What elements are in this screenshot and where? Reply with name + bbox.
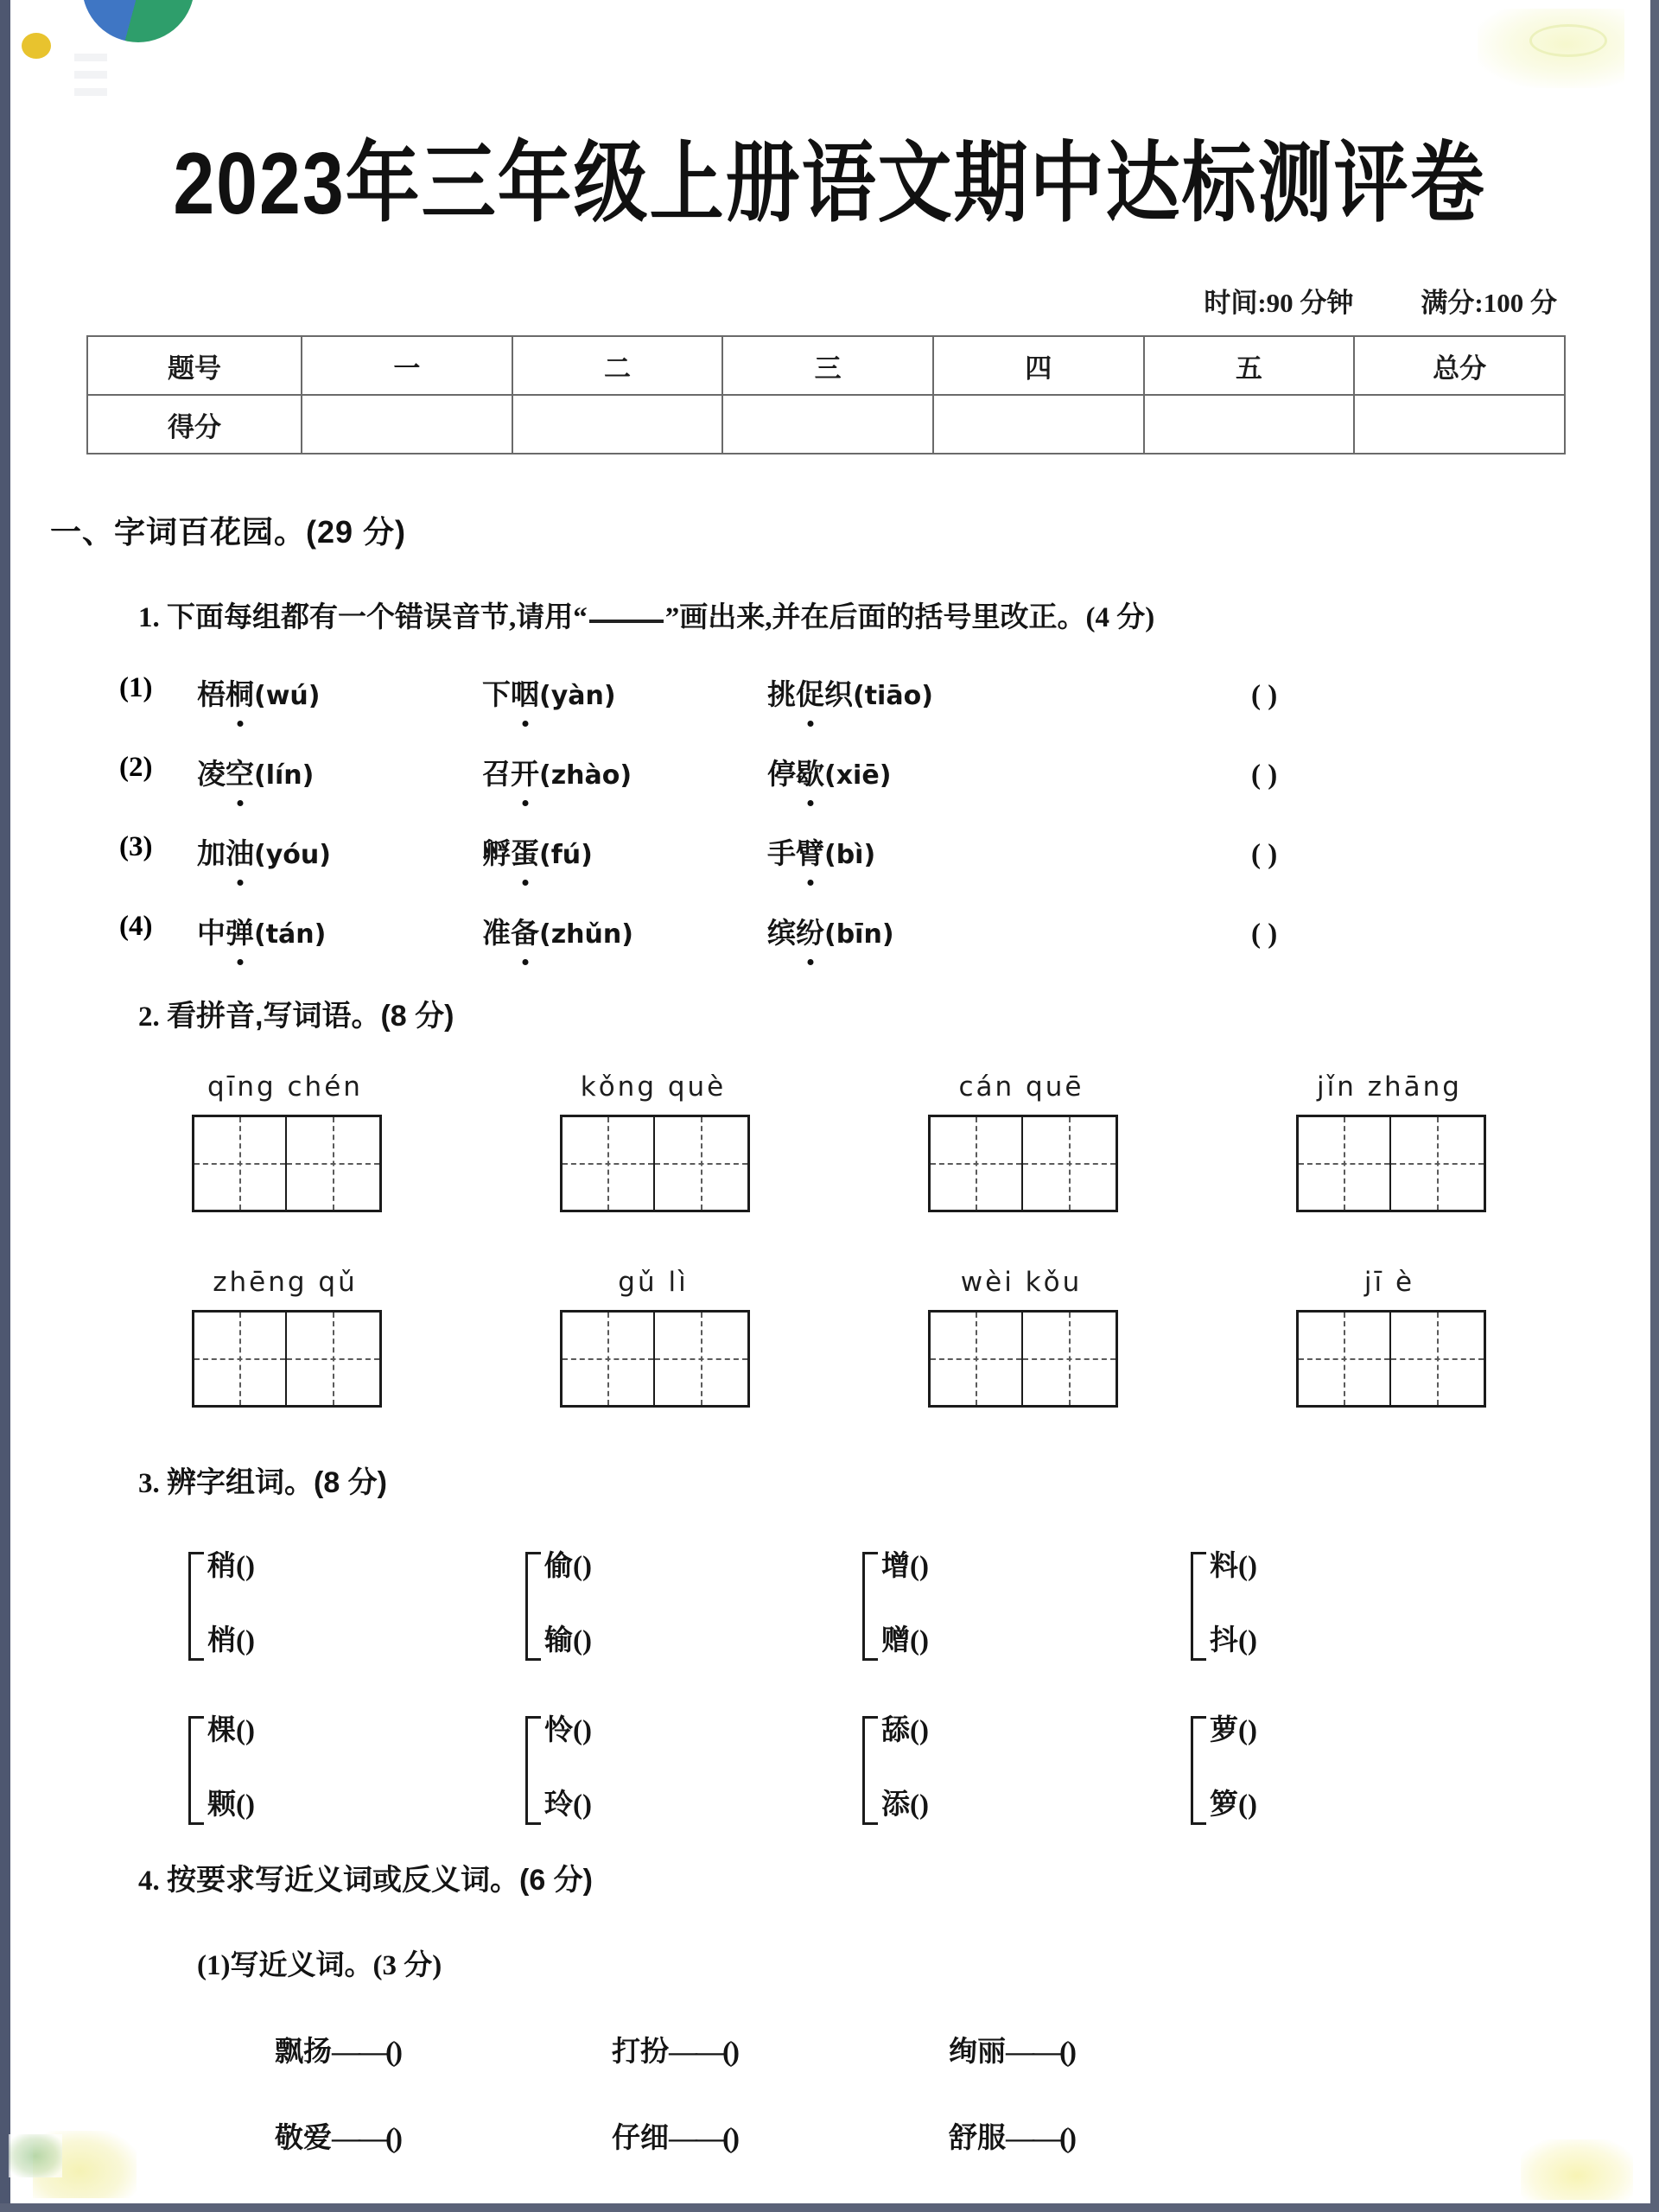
question-1-prompt-before: 下面每组都有一个错误音节,请用“ — [167, 602, 588, 633]
char-pair-6-top — [544, 1707, 695, 1748]
synonym-word-5: 仔细 — [612, 2123, 669, 2154]
char-pair-2-top-blank[interactable]: ) — [582, 1551, 592, 1582]
brace-icon — [188, 1716, 204, 1825]
brace-icon — [1191, 1552, 1206, 1661]
grid-cell[interactable] — [287, 1313, 379, 1405]
q1-r2-i3-pinyin: (xiē) — [824, 760, 892, 791]
q1-r1-i2-char: 下 — [482, 680, 511, 711]
char-pair-8-bottom-char: 箩( — [1210, 1789, 1248, 1821]
char-pair-7-top-blank[interactable]: ) — [919, 1715, 929, 1746]
question-3-number: 3. — [138, 1468, 160, 1499]
char-pair-8-top — [1210, 1707, 1360, 1748]
tianzige-6[interactable] — [560, 1310, 750, 1408]
brace-icon — [188, 1552, 204, 1661]
char-pair-6-bottom — [544, 1782, 695, 1822]
synonym-word-3: 绚丽 — [949, 2037, 1006, 2068]
q1-r1-i3-pinyin: (tiāo) — [853, 681, 933, 711]
char-pair-7 — [862, 1711, 1147, 1832]
q1-r2-i2-dotted-char: 开 — [511, 752, 539, 792]
grid-cell[interactable] — [1023, 1313, 1116, 1405]
synonym-blank-6[interactable]: ) — [1067, 2123, 1077, 2154]
q1-r1-i1-pinyin: (wú) — [254, 681, 321, 711]
char-pair-3-bottom-blank[interactable]: ) — [919, 1625, 929, 1656]
synonym-word-4: 敬爱 — [275, 2123, 332, 2154]
q1-r1-item-1 — [197, 672, 482, 713]
char-pair-7-bottom — [881, 1782, 1032, 1822]
tianzige-8[interactable] — [1296, 1310, 1486, 1408]
char-pair-6 — [525, 1711, 810, 1832]
synonym-dash-6: ——( — [1006, 2123, 1067, 2154]
pinyin-label-7: wèi kǒu — [960, 1267, 1083, 1298]
full-score-label: 满分:100 分 — [1421, 288, 1557, 318]
char-pair-2-bottom-char: 输( — [544, 1625, 582, 1656]
question-4-prompt — [138, 1856, 593, 1898]
question-3-prompt-text: 辨字组词。(8 分) — [167, 1466, 387, 1499]
grid-cell[interactable] — [1391, 1117, 1484, 1210]
question-1-row-4 — [197, 911, 1433, 951]
char-pair-2 — [525, 1547, 810, 1668]
page-title: 2023年三年级上册语文期中达标测评卷 — [173, 134, 1486, 233]
q1-r1-i3-char-post: 织 — [824, 680, 853, 711]
score-table — [86, 335, 1566, 454]
q1-r1-i1-char: 梧 — [197, 680, 226, 711]
synonym-item-3 — [949, 2029, 1286, 2069]
q1-r2-i1-char: 凌 — [197, 760, 226, 791]
q1-r4-i3-dotted-char: 纷 — [796, 911, 824, 951]
char-pair-8 — [1191, 1711, 1476, 1832]
underline-blank-icon — [589, 620, 664, 623]
tianzige-4[interactable] — [1296, 1115, 1486, 1212]
pinyin-label-4: jǐn zhāng — [1317, 1071, 1462, 1103]
char-pair-4-top-char: 料( — [1210, 1551, 1248, 1582]
char-pair-3 — [862, 1547, 1147, 1668]
q1-r3-item-2 — [482, 831, 767, 872]
synonym-blank-1[interactable]: ) — [393, 2037, 403, 2068]
q1-r2-i2-pinyin: (zhào) — [539, 760, 632, 791]
pinyin-label-5: zhēng qǔ — [213, 1267, 358, 1298]
score-table-row-label-0: 题号 — [87, 336, 302, 395]
char-pair-4-top — [1210, 1543, 1360, 1584]
synonym-row-2 — [275, 2115, 1286, 2156]
synonym-item-5 — [612, 2115, 949, 2156]
char-pair-2-top-char: 偷( — [544, 1551, 582, 1582]
score-table-col-2: 三 — [722, 336, 933, 395]
char-pair-1-bottom-blank[interactable]: ) — [245, 1625, 255, 1656]
synonym-item-4 — [275, 2115, 612, 2156]
q1-r4-i2-char: 准 — [482, 918, 511, 950]
q1-r1-answer-blank[interactable]: ( ) — [1251, 680, 1278, 711]
score-cell-3[interactable] — [933, 395, 1144, 454]
grid-cell[interactable] — [287, 1117, 379, 1210]
char-pair-1-top-char: 稍( — [207, 1551, 245, 1582]
tianzige-1[interactable] — [192, 1115, 382, 1212]
char-pair-4-bottom — [1210, 1618, 1360, 1658]
char-pair-2-bottom — [544, 1618, 695, 1658]
char-pair-5-bottom-char: 颗( — [207, 1789, 245, 1821]
char-pair-7-top-char: 舔( — [881, 1715, 919, 1746]
brace-icon — [1191, 1716, 1206, 1825]
q1-r2-item-1 — [197, 752, 482, 792]
char-pair-1-top-blank[interactable]: ) — [245, 1551, 255, 1582]
q1-r2-index: (2) — [119, 752, 153, 783]
char-pair-8-top-char: 萝( — [1210, 1715, 1248, 1746]
char-pair-7-bottom-blank[interactable]: ) — [919, 1789, 929, 1821]
q1-r2-i3-char: 停 — [767, 760, 796, 791]
q1-r1-i1-dotted-char: 桐 — [226, 672, 254, 713]
synonym-dash-5: ——( — [669, 2123, 730, 2154]
score-table-col-5: 总分 — [1354, 336, 1565, 395]
char-pair-6-bottom-blank[interactable]: ) — [582, 1789, 592, 1821]
score-table-col-1: 二 — [512, 336, 723, 395]
char-pair-1-bottom-char: 梢( — [207, 1625, 245, 1656]
synonym-word-1: 飘扬 — [275, 2037, 332, 2068]
char-pair-2-top — [544, 1543, 695, 1584]
grid-cell[interactable] — [1299, 1313, 1391, 1405]
char-pair-6-top-char: 怜( — [544, 1715, 582, 1746]
synonym-item-2 — [612, 2029, 949, 2069]
char-pair-4-top-blank[interactable]: ) — [1248, 1551, 1257, 1582]
char-pair-3-bottom — [881, 1618, 1032, 1658]
synonym-blank-3[interactable]: ) — [1067, 2037, 1077, 2068]
q1-r4-i1-pinyin: (tán) — [254, 919, 327, 950]
q1-r2-answer-blank[interactable]: ( ) — [1251, 760, 1278, 791]
q1-r3-item-3 — [767, 831, 1251, 872]
q1-r4-i3-pinyin: (bīn) — [824, 919, 894, 950]
pinyin-label-3: cán quē — [958, 1071, 1084, 1103]
question-4-prompt-text: 按要求写近义词或反义词。(6 分) — [167, 1864, 593, 1897]
synonym-row-1 — [275, 2029, 1286, 2069]
q1-r3-answer-blank[interactable]: ( ) — [1251, 839, 1278, 870]
tianzige-2[interactable] — [560, 1115, 750, 1212]
char-pair-4 — [1191, 1547, 1476, 1668]
brace-icon — [862, 1716, 878, 1825]
tianzige-5[interactable] — [192, 1310, 382, 1408]
synonym-dash-1: ——( — [332, 2037, 393, 2068]
char-pair-1 — [188, 1547, 474, 1668]
score-cell-0[interactable] — [302, 395, 512, 454]
char-pair-7-bottom-char: 添( — [881, 1789, 919, 1821]
pinyin-label-1: qīng chén — [207, 1071, 363, 1103]
char-pair-3-top-char: 增( — [881, 1551, 919, 1582]
q1-r3-i1-dotted-char: 油 — [226, 831, 254, 872]
synonym-blank-4[interactable]: ) — [393, 2123, 403, 2154]
q1-r1-item-2 — [482, 672, 767, 713]
q1-r2-i2-char: 召 — [482, 760, 511, 791]
brace-icon — [862, 1552, 878, 1661]
exam-meta — [0, 281, 1659, 320]
grid-cell[interactable] — [1299, 1117, 1391, 1210]
char-pair-3-top-blank[interactable]: ) — [919, 1551, 929, 1582]
q1-r4-i2-dotted-char: 备 — [511, 911, 539, 951]
q1-r4-i1-char: 中 — [197, 918, 226, 950]
q1-r2-item-2 — [482, 752, 767, 792]
score-cell-4[interactable] — [1144, 395, 1355, 454]
grid-cell[interactable] — [931, 1313, 1023, 1405]
grid-cell[interactable] — [563, 1117, 655, 1210]
question-1-prompt — [138, 594, 1154, 635]
q1-r3-i3-char: 手 — [767, 839, 796, 870]
q1-r3-i3-dotted-char: 臂 — [796, 831, 824, 872]
q1-r3-i3-pinyin: (bì) — [824, 840, 876, 870]
pinyin-label-2: kǒng què — [580, 1071, 727, 1103]
time-label: 时间:90 分钟 — [1204, 288, 1354, 318]
score-cell-2[interactable] — [722, 395, 933, 454]
grid-cell[interactable] — [194, 1117, 287, 1210]
table-row-header — [87, 336, 1565, 395]
synonym-blank-2[interactable]: ) — [730, 2037, 740, 2068]
char-pair-6-top-blank[interactable]: ) — [582, 1715, 592, 1746]
pinyin-label-8: jī è — [1363, 1267, 1415, 1298]
char-pair-8-bottom — [1210, 1782, 1360, 1822]
q1-r3-i1-pinyin: (yóu) — [254, 840, 331, 870]
question-4-sub-1-text: 写近义词。(3 分) — [230, 1950, 442, 1981]
q1-r2-i1-pinyin: (lín) — [254, 760, 315, 791]
grid-cell[interactable] — [1391, 1313, 1484, 1405]
q1-r3-i2-dotted-char: 蛋 — [511, 831, 539, 872]
score-table-col-0: 一 — [302, 336, 512, 395]
char-pair-1-top — [207, 1543, 358, 1584]
q1-r4-item-2 — [482, 911, 767, 951]
score-table-col-3: 四 — [933, 336, 1144, 395]
q1-r1-i2-pinyin: (yàn) — [539, 681, 616, 711]
char-pair-8-bottom-blank[interactable]: ) — [1248, 1789, 1257, 1821]
synonym-blank-5[interactable]: ) — [730, 2123, 740, 2154]
q1-r1-item-3 — [767, 672, 1251, 713]
char-pair-5-top-char: 棵( — [207, 1715, 245, 1746]
question-1-prompt-after: ”画出来,并在后面的括号里改正。(4 分) — [664, 602, 1155, 633]
q1-r3-i2-char: 孵 — [482, 839, 511, 870]
score-cell-5[interactable] — [1354, 395, 1565, 454]
question-4-sub-1-prompt — [197, 1942, 442, 1983]
score-table-col-4: 五 — [1144, 336, 1355, 395]
char-pair-7-top — [881, 1707, 1032, 1748]
question-4-number: 4. — [138, 1866, 160, 1897]
table-row-scores — [87, 395, 1565, 454]
tianzige-7[interactable] — [928, 1310, 1118, 1408]
synonym-dash-4: ——( — [332, 2123, 393, 2154]
question-2-prompt — [138, 992, 454, 1034]
char-pair-3-top — [881, 1543, 1032, 1584]
pinyin-label-6: gǔ lì — [618, 1267, 689, 1298]
char-pair-4-bottom-blank[interactable]: ) — [1248, 1625, 1257, 1656]
score-table-row-label-1: 得分 — [87, 395, 302, 454]
q1-r3-index: (3) — [119, 831, 153, 862]
grid-cell[interactable] — [1023, 1117, 1116, 1210]
char-pair-5-top-blank[interactable]: ) — [245, 1715, 255, 1746]
grid-cell[interactable] — [931, 1117, 1023, 1210]
q1-r4-i1-dotted-char: 弹 — [226, 911, 254, 951]
question-1-row-3 — [197, 831, 1433, 872]
synonym-word-2: 打扮 — [612, 2037, 669, 2068]
q1-r4-i3-char: 缤 — [767, 918, 796, 950]
q1-r2-i1-dotted-char: 空 — [226, 752, 254, 792]
char-pair-5-top — [207, 1707, 358, 1748]
synonym-item-6 — [949, 2115, 1286, 2156]
q1-r1-index: (1) — [119, 672, 153, 703]
char-pair-6-bottom-char: 玲( — [544, 1789, 582, 1821]
synonym-dash-3: ——( — [1006, 2037, 1067, 2068]
q1-r3-item-1 — [197, 831, 482, 872]
synonym-word-6: 舒服 — [949, 2123, 1006, 2154]
q1-r4-answer-blank[interactable]: ( ) — [1251, 918, 1278, 950]
brace-icon — [525, 1552, 541, 1661]
q1-r2-i3-dotted-char: 歇 — [796, 752, 824, 792]
section-heading-1: 一、字词百花园。(29 分) — [50, 514, 407, 550]
q1-r4-item-3 — [767, 911, 1251, 951]
grid-cell[interactable] — [655, 1117, 747, 1210]
tianzige-3[interactable] — [928, 1115, 1118, 1212]
grid-cell[interactable] — [194, 1313, 287, 1405]
q1-r4-item-1 — [197, 911, 482, 951]
char-pair-5-bottom-blank[interactable]: ) — [245, 1789, 255, 1821]
q1-r3-i2-pinyin: (fú) — [539, 840, 593, 870]
question-3-prompt — [138, 1459, 387, 1501]
char-pair-4-bottom-char: 抖( — [1210, 1625, 1248, 1656]
q1-r2-item-3 — [767, 752, 1251, 792]
grid-cell[interactable] — [655, 1313, 747, 1405]
brace-icon — [525, 1716, 541, 1825]
synonym-item-1 — [275, 2029, 612, 2069]
q1-r1-i3-dotted-char: 促 — [796, 672, 824, 713]
char-pair-1-bottom — [207, 1618, 358, 1658]
char-pair-5-bottom — [207, 1782, 358, 1822]
question-1-number: 1. — [138, 602, 160, 633]
synonym-dash-2: ——( — [669, 2037, 730, 2068]
char-pair-3-bottom-char: 赠( — [881, 1625, 919, 1656]
q1-r1-i3-char: 挑 — [767, 680, 796, 711]
q1-r1-i2-dotted-char: 咽 — [511, 672, 539, 713]
q1-r3-i1-char: 加 — [197, 839, 226, 870]
q1-r4-i2-pinyin: (zhǔn) — [539, 919, 633, 950]
char-pair-2-bottom-blank[interactable]: ) — [582, 1625, 592, 1656]
grid-cell[interactable] — [563, 1313, 655, 1405]
char-pair-5 — [188, 1711, 474, 1832]
question-2-number: 2. — [138, 1001, 160, 1033]
question-4-sub-1-index: (1) — [197, 1950, 231, 1981]
question-2-prompt-text: 看拼音,写词语。(8 分) — [167, 1000, 454, 1033]
question-1-row-1 — [197, 672, 1433, 713]
q1-r4-index: (4) — [119, 911, 153, 942]
char-pair-8-top-blank[interactable]: ) — [1248, 1715, 1257, 1746]
question-1-row-2 — [197, 752, 1433, 792]
score-cell-1[interactable] — [512, 395, 723, 454]
